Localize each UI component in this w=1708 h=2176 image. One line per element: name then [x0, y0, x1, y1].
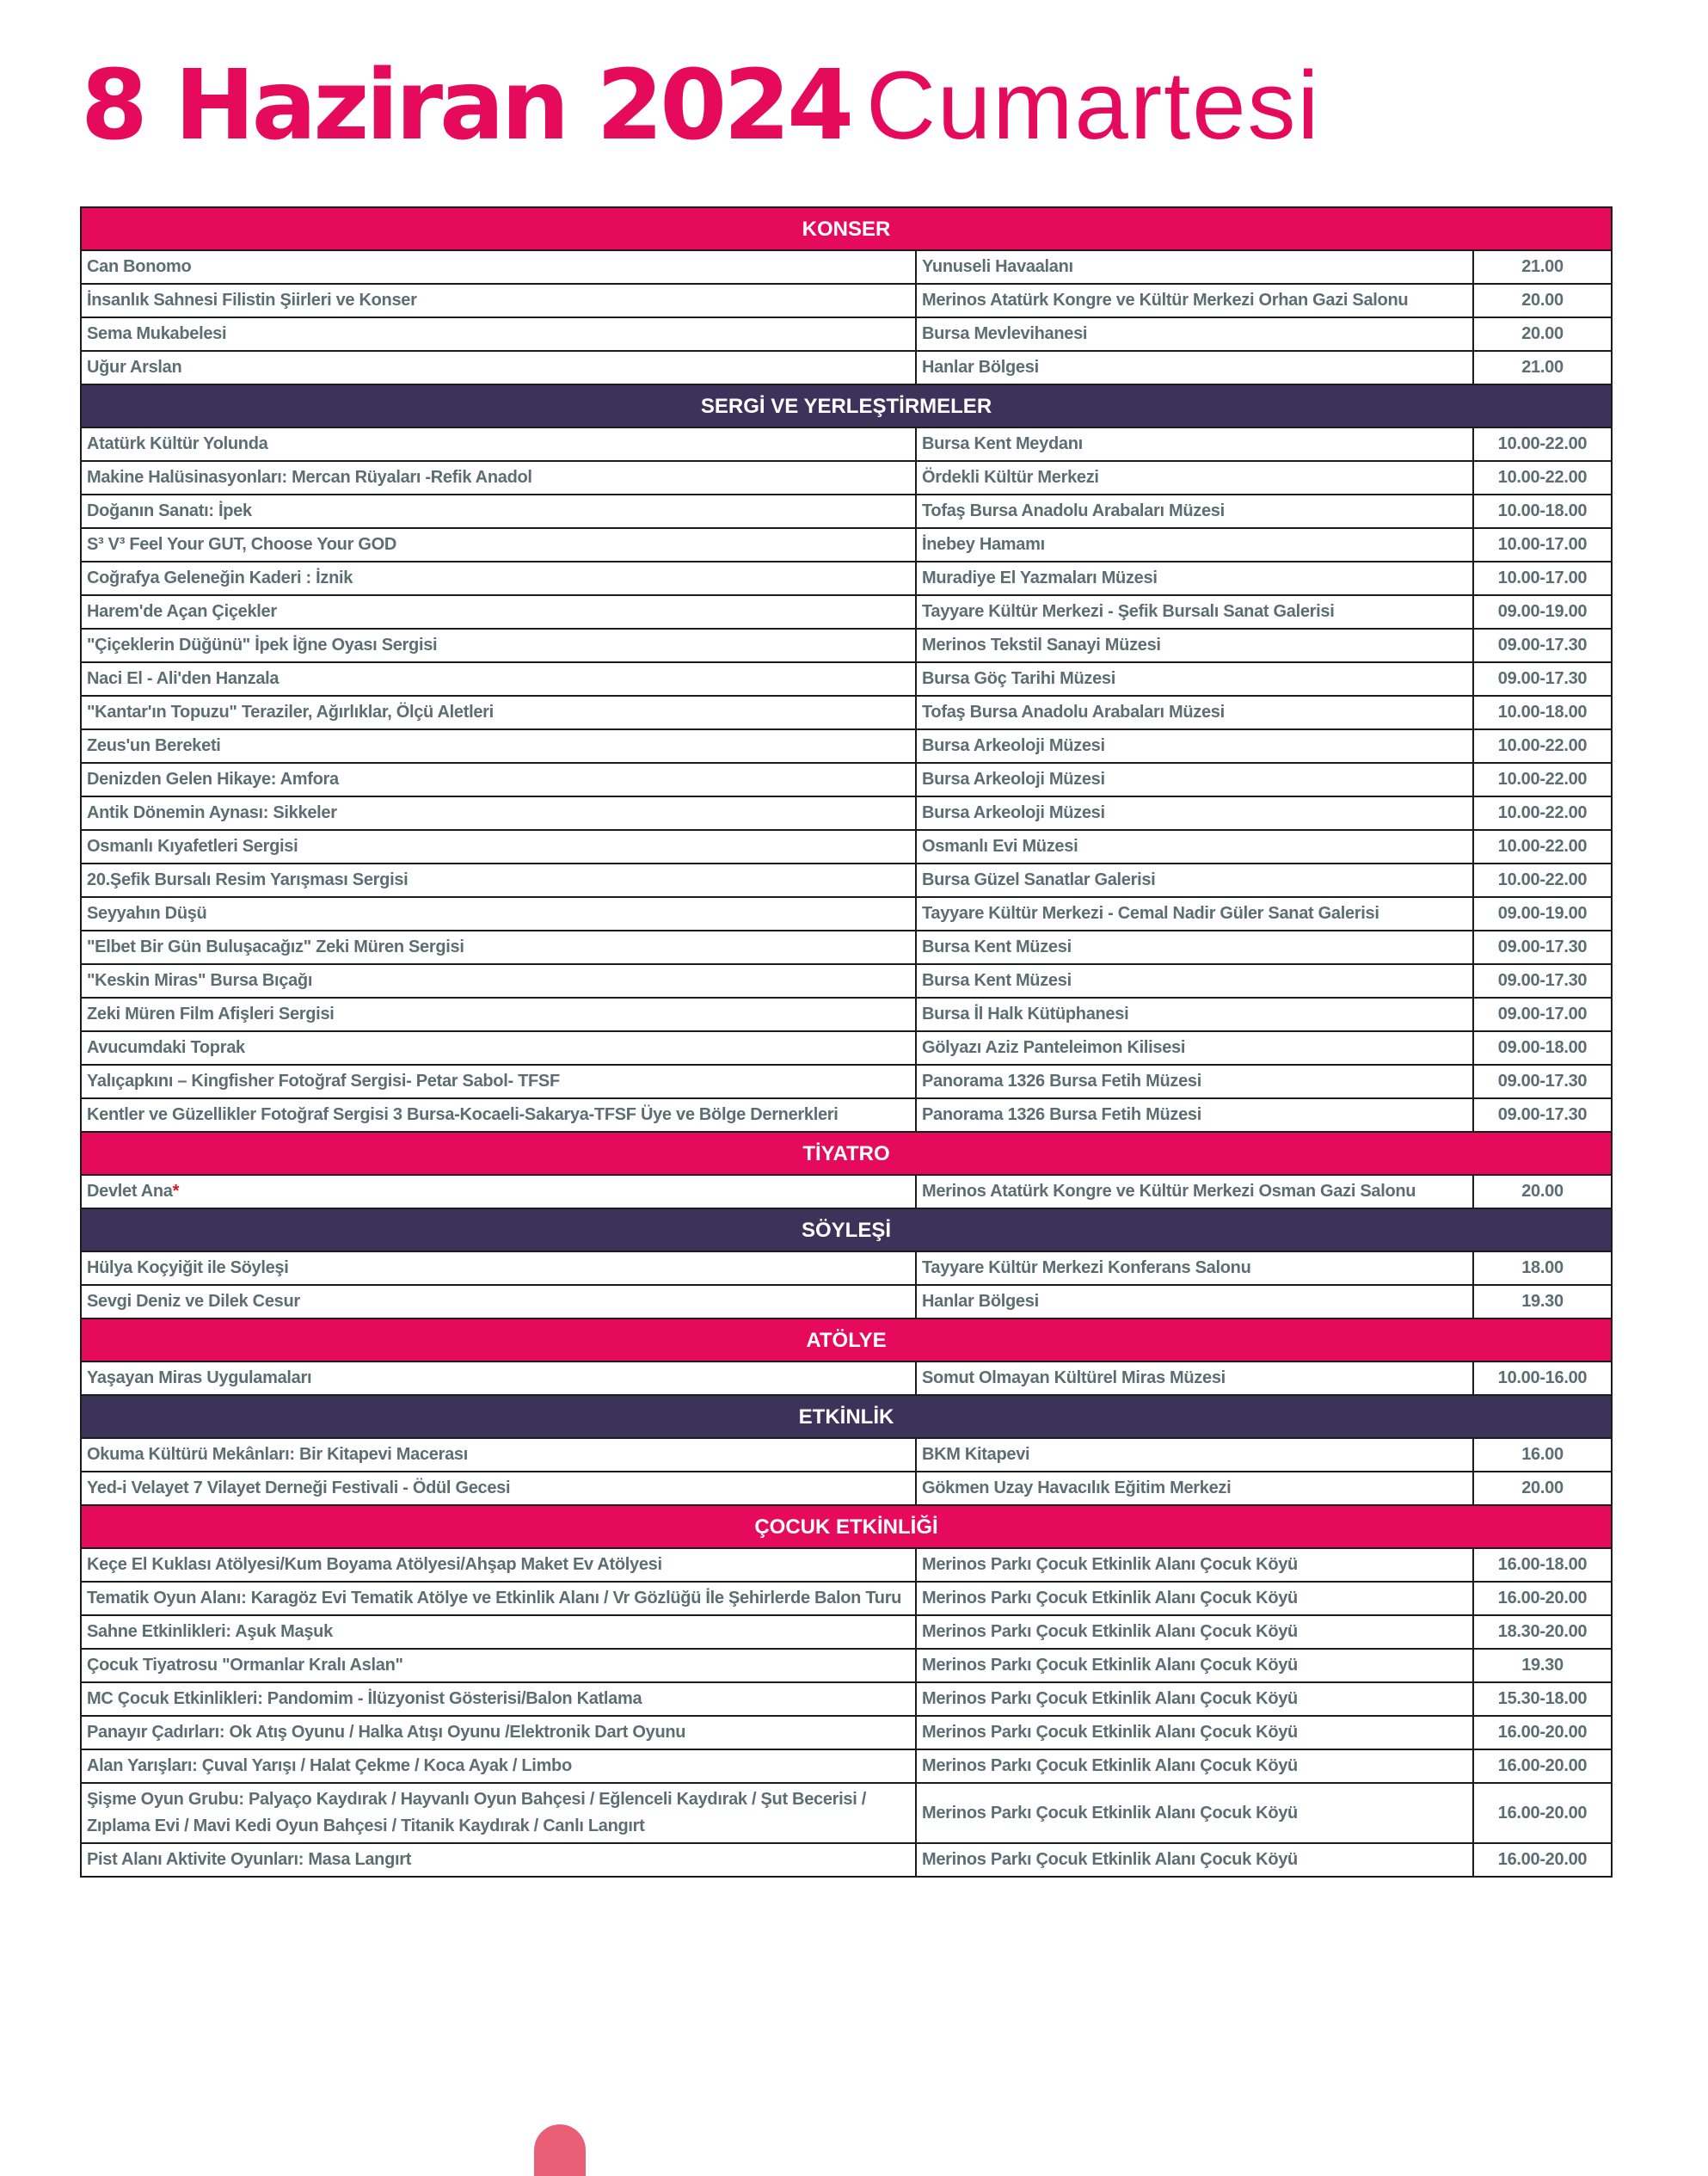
event-venue: Bursa Kent Meydanı — [916, 427, 1473, 461]
event-name-cell — [81, 763, 916, 796]
event-name-cell — [81, 1098, 916, 1132]
event-name: S³ V³ Feel Your GUT, Choose Your GOD — [87, 535, 396, 554]
event-venue: Tayyare Kültür Merkezi - Cemal Nadir Güler Sanat Galerisi — [916, 897, 1473, 931]
event-venue: Somut Olmayan Kültürel Miras Müzesi — [916, 1362, 1473, 1395]
event-name-cell — [81, 964, 916, 998]
event-name: Okuma Kültürü Mekânları: Bir Kitapevi Macerası — [87, 1445, 469, 1464]
event-venue: Merinos Atatürk Kongre ve Kültür Merkezi Orhan Gazi Salonu — [916, 284, 1473, 317]
schedule-body — [81, 207, 1612, 1877]
event-name-cell — [81, 250, 916, 284]
event-name-cell — [81, 998, 916, 1031]
event-time: 16.00-20.00 — [1473, 1582, 1612, 1615]
event-venue: Merinos Tekstil Sanayi Müzesi — [916, 629, 1473, 662]
event-name-cell — [81, 284, 916, 317]
event-name: Tematik Oyun Alanı: Karagöz Evi Tematik Atölye ve Etkinlik Alanı / Vr Gözlüğü İle Şehirlerde Balon Turu — [87, 1589, 902, 1607]
table-row — [81, 1251, 1612, 1285]
event-name-cell — [81, 1065, 916, 1098]
event-venue: Bursa Kent Müzesi — [916, 964, 1473, 998]
table-row — [81, 1843, 1612, 1877]
event-venue: Merinos Atatürk Kongre ve Kültür Merkezi Osman Gazi Salonu — [916, 1175, 1473, 1208]
table-row — [81, 595, 1612, 629]
event-name-cell — [81, 1749, 916, 1783]
event-time: 10.00-22.00 — [1473, 427, 1612, 461]
event-time: 21.00 — [1473, 351, 1612, 384]
event-venue: Tayyare Kültür Merkezi - Şefik Bursalı Sanat Galerisi — [916, 595, 1473, 629]
event-time: 16.00-20.00 — [1473, 1783, 1612, 1843]
page-title — [81, 50, 1320, 162]
event-name: "Keskin Miras" Bursa Bıçağı — [87, 971, 313, 990]
event-name-cell — [81, 351, 916, 384]
event-name: 20.Şefik Bursalı Resim Yarışması Sergisi — [87, 870, 409, 889]
section-title: ÇOCUK ETKİNLİĞİ — [81, 1505, 1612, 1548]
event-time: 15.30-18.00 — [1473, 1682, 1612, 1716]
event-name: Sahne Etkinlikleri: Aşuk Maşuk — [87, 1622, 333, 1641]
event-venue: Bursa Güzel Sanatlar Galerisi — [916, 864, 1473, 897]
event-name-cell — [81, 461, 916, 495]
event-schedule-table — [80, 206, 1613, 1878]
event-venue: Bursa Kent Müzesi — [916, 931, 1473, 964]
event-venue: Panorama 1326 Bursa Fetih Müzesi — [916, 1065, 1473, 1098]
event-name: Osmanlı Kıyafetleri Sergisi — [87, 837, 298, 856]
table-row — [81, 1582, 1612, 1615]
table-row — [81, 1065, 1612, 1098]
decorative-shape — [534, 2124, 586, 2176]
event-time: 10.00-17.00 — [1473, 562, 1612, 595]
event-name: Panayır Çadırları: Ok Atış Oyunu / Halka Atışı Oyunu /Elektronik Dart Oyunu — [87, 1723, 686, 1742]
event-venue: Ördekli Kültür Merkezi — [916, 461, 1473, 495]
event-name-cell — [81, 528, 916, 562]
event-name-cell — [81, 562, 916, 595]
table-row — [81, 1362, 1612, 1395]
table-row — [81, 662, 1612, 696]
event-time: 09.00-17.30 — [1473, 964, 1612, 998]
section-header — [81, 384, 1612, 427]
event-time: 10.00-22.00 — [1473, 729, 1612, 763]
event-time: 10.00-18.00 — [1473, 495, 1612, 528]
title-date: 8 Haziran 2024 — [81, 50, 851, 162]
event-time: 20.00 — [1473, 284, 1612, 317]
event-name: Uğur Arslan — [87, 358, 182, 377]
table-row — [81, 1716, 1612, 1749]
event-name-cell — [81, 1682, 916, 1716]
event-name: "Kantar'ın Topuzu" Teraziler, Ağırlıklar, Ölçü Aletleri — [87, 703, 494, 722]
table-row — [81, 1682, 1612, 1716]
event-time: 09.00-17.30 — [1473, 1065, 1612, 1098]
table-row — [81, 528, 1612, 562]
event-venue: Bursa İl Halk Kütüphanesi — [916, 998, 1473, 1031]
table-row — [81, 1649, 1612, 1682]
event-name: Naci El - Ali'den Hanzala — [87, 669, 280, 688]
event-name: Denizden Gelen Hikaye: Amfora — [87, 770, 339, 789]
event-time: 09.00-17.30 — [1473, 1098, 1612, 1132]
table-row — [81, 562, 1612, 595]
table-row — [81, 696, 1612, 729]
section-header — [81, 1319, 1612, 1362]
event-name-cell — [81, 662, 916, 696]
table-row — [81, 796, 1612, 830]
table-row — [81, 629, 1612, 662]
table-row — [81, 317, 1612, 351]
event-time: 09.00-17.30 — [1473, 629, 1612, 662]
table-row — [81, 1285, 1612, 1319]
event-time: 20.00 — [1473, 1472, 1612, 1505]
event-time: 09.00-19.00 — [1473, 897, 1612, 931]
event-venue: Merinos Parkı Çocuk Etkinlik Alanı Çocuk Köyü — [916, 1783, 1473, 1843]
event-name-cell — [81, 1285, 916, 1319]
event-name-cell — [81, 1362, 916, 1395]
event-time: 10.00-22.00 — [1473, 864, 1612, 897]
event-venue: Osmanlı Evi Müzesi — [916, 830, 1473, 864]
event-name-cell — [81, 931, 916, 964]
event-venue: Tayyare Kültür Merkezi Konferans Salonu — [916, 1251, 1473, 1285]
event-name: Keçe El Kuklası Atölyesi/Kum Boyama Atölyesi/Ahşap Maket Ev Atölyesi — [87, 1555, 662, 1574]
event-venue: Yunuseli Havaalanı — [916, 250, 1473, 284]
event-name-cell — [81, 1472, 916, 1505]
event-time: 16.00-20.00 — [1473, 1716, 1612, 1749]
event-name-cell — [81, 1438, 916, 1472]
section-title: TİYATRO — [81, 1132, 1612, 1175]
event-time: 16.00 — [1473, 1438, 1612, 1472]
event-time: 09.00-19.00 — [1473, 595, 1612, 629]
event-time: 19.30 — [1473, 1649, 1612, 1682]
event-name-cell — [81, 1843, 916, 1877]
event-name: Alan Yarışları: Çuval Yarışı / Halat Çekme / Koca Ayak / Limbo — [87, 1756, 572, 1775]
event-name: Antik Dönemin Aynası: Sikkeler — [87, 803, 337, 822]
event-name: Devlet Ana — [87, 1182, 173, 1201]
section-title: SERGİ VE YERLEŞTİRMELER — [81, 384, 1612, 427]
event-time: 10.00-22.00 — [1473, 461, 1612, 495]
section-header — [81, 1395, 1612, 1438]
event-name: Doğanın Sanatı: İpek — [87, 501, 252, 520]
section-header — [81, 1505, 1612, 1548]
event-venue: Bursa Göç Tarihi Müzesi — [916, 662, 1473, 696]
table-row — [81, 427, 1612, 461]
table-row — [81, 461, 1612, 495]
event-venue: Bursa Mevlevihanesi — [916, 317, 1473, 351]
event-name-cell — [81, 629, 916, 662]
section-header — [81, 1132, 1612, 1175]
event-name: Şişme Oyun Grubu: Palyaço Kaydırak / Hayvanlı Oyun Bahçesi / Eğlenceli Kaydırak / Şut Becerisi / Zıplama Evi / Mavi Kedi Oyun Bahçesi / Titanik Kaydırak / Canlı Langırt — [87, 1790, 867, 1835]
event-name-cell — [81, 897, 916, 931]
event-name: Atatürk Kültür Yolunda — [87, 434, 268, 453]
event-time: 16.00-20.00 — [1473, 1749, 1612, 1783]
event-name-cell — [81, 864, 916, 897]
event-time: 09.00-18.00 — [1473, 1031, 1612, 1065]
table-row — [81, 1548, 1612, 1582]
event-time: 10.00-22.00 — [1473, 830, 1612, 864]
section-title: KONSER — [81, 207, 1612, 250]
event-name: Zeus'un Bereketi — [87, 736, 221, 755]
event-venue: Tofaş Bursa Anadolu Arabaları Müzesi — [916, 696, 1473, 729]
table-row — [81, 1749, 1612, 1783]
table-row — [81, 1438, 1612, 1472]
event-venue: BKM Kitapevi — [916, 1438, 1473, 1472]
event-time: 20.00 — [1473, 1175, 1612, 1208]
event-venue: Merinos Parkı Çocuk Etkinlik Alanı Çocuk Köyü — [916, 1548, 1473, 1582]
event-name: Sema Mukabelesi — [87, 324, 227, 343]
event-name: Pist Alanı Aktivite Oyunları: Masa Langırt — [87, 1850, 412, 1869]
table-row — [81, 864, 1612, 897]
event-name-cell — [81, 1783, 916, 1843]
event-time: 10.00-16.00 — [1473, 1362, 1612, 1395]
event-name-cell — [81, 1031, 916, 1065]
event-venue: Tofaş Bursa Anadolu Arabaları Müzesi — [916, 495, 1473, 528]
event-venue: Merinos Parkı Çocuk Etkinlik Alanı Çocuk Köyü — [916, 1843, 1473, 1877]
event-venue: Bursa Arkeoloji Müzesi — [916, 763, 1473, 796]
event-venue: Merinos Parkı Çocuk Etkinlik Alanı Çocuk Köyü — [916, 1749, 1473, 1783]
section-title: ATÖLYE — [81, 1319, 1612, 1362]
event-time: 16.00-20.00 — [1473, 1843, 1612, 1877]
event-name: Zeki Müren Film Afişleri Sergisi — [87, 1005, 335, 1023]
event-name-cell — [81, 317, 916, 351]
table-row — [81, 1175, 1612, 1208]
event-venue: Gökmen Uzay Havacılık Eğitim Merkezi — [916, 1472, 1473, 1505]
event-time: 18.30-20.00 — [1473, 1615, 1612, 1649]
event-name: MC Çocuk Etkinlikleri: Pandomim - İlüzyonist Gösterisi/Balon Katlama — [87, 1689, 642, 1708]
event-name: Makine Halüsinasyonları: Mercan Rüyaları -Refik Anadol — [87, 468, 532, 487]
event-name-cell — [81, 1582, 916, 1615]
event-venue: Merinos Parkı Çocuk Etkinlik Alanı Çocuk Köyü — [916, 1682, 1473, 1716]
event-name: "Elbet Bir Gün Buluşacağız" Zeki Müren Sergisi — [87, 937, 464, 956]
section-title: SÖYLEŞİ — [81, 1208, 1612, 1251]
event-venue: Muradiye El Yazmaları Müzesi — [916, 562, 1473, 595]
section-title: ETKİNLİK — [81, 1395, 1612, 1438]
section-header — [81, 1208, 1612, 1251]
event-time: 09.00-17.00 — [1473, 998, 1612, 1031]
event-time: 10.00-17.00 — [1473, 528, 1612, 562]
event-venue: Panorama 1326 Bursa Fetih Müzesi — [916, 1098, 1473, 1132]
event-name: Coğrafya Geleneğin Kaderi : İznik — [87, 569, 353, 587]
event-time: 21.00 — [1473, 250, 1612, 284]
table-row — [81, 998, 1612, 1031]
table-row — [81, 1615, 1612, 1649]
event-venue: Gölyazı Aziz Panteleimon Kilisesi — [916, 1031, 1473, 1065]
event-time: 09.00-17.30 — [1473, 931, 1612, 964]
event-name: Yaşayan Miras Uygulamaları — [87, 1368, 312, 1387]
event-time: 10.00-18.00 — [1473, 696, 1612, 729]
event-name-cell — [81, 1548, 916, 1582]
table-row — [81, 763, 1612, 796]
event-name-cell — [81, 1716, 916, 1749]
table-row — [81, 1031, 1612, 1065]
event-name: İnsanlık Sahnesi Filistin Şiirleri ve Konser — [87, 291, 417, 310]
event-name: Kentler ve Güzellikler Fotoğraf Sergisi 3 Bursa-Kocaeli-Sakarya-TFSF Üye ve Bölge Dernerkleri — [87, 1105, 839, 1124]
event-venue: Merinos Parkı Çocuk Etkinlik Alanı Çocuk Köyü — [916, 1716, 1473, 1749]
event-name-cell — [81, 427, 916, 461]
table-row — [81, 250, 1612, 284]
event-time: 18.00 — [1473, 1251, 1612, 1285]
event-name: Çocuk Tiyatrosu "Ormanlar Kralı Aslan" — [87, 1656, 403, 1675]
event-name-cell — [81, 696, 916, 729]
table-row — [81, 964, 1612, 998]
table-row — [81, 284, 1612, 317]
event-time: 19.30 — [1473, 1285, 1612, 1319]
event-name: Sevgi Deniz ve Dilek Cesur — [87, 1292, 300, 1311]
event-name-cell — [81, 796, 916, 830]
event-name-cell — [81, 1649, 916, 1682]
event-time: 20.00 — [1473, 317, 1612, 351]
event-venue: Merinos Parkı Çocuk Etkinlik Alanı Çocuk Köyü — [916, 1615, 1473, 1649]
event-name: Can Bonomo — [87, 257, 192, 276]
section-header — [81, 207, 1612, 250]
event-venue: Merinos Parkı Çocuk Etkinlik Alanı Çocuk Köyü — [916, 1649, 1473, 1682]
event-venue: Merinos Parkı Çocuk Etkinlik Alanı Çocuk Köyü — [916, 1582, 1473, 1615]
event-name-cell — [81, 830, 916, 864]
table-row — [81, 897, 1612, 931]
table-row — [81, 1472, 1612, 1505]
table-row — [81, 351, 1612, 384]
event-name: Yed-i Velayet 7 Vilayet Derneği Festivali - Ödül Gecesi — [87, 1478, 511, 1497]
event-name-cell — [81, 1615, 916, 1649]
event-venue: İnebey Hamamı — [916, 528, 1473, 562]
event-name: Hülya Koçyiğit ile Söyleşi — [87, 1258, 289, 1277]
event-name-cell — [81, 729, 916, 763]
table-row — [81, 830, 1612, 864]
table-row — [81, 729, 1612, 763]
event-name: "Çiçeklerin Düğünü" İpek İğne Oyası Sergisi — [87, 636, 438, 655]
event-name: Yalıçapkını – Kingfisher Fotoğraf Sergisi- Petar Sabol- TFSF — [87, 1072, 560, 1091]
event-name: Avucumdaki Toprak — [87, 1038, 245, 1057]
asterisk-marker: * — [172, 1182, 180, 1201]
event-time: 10.00-22.00 — [1473, 763, 1612, 796]
event-time: 10.00-22.00 — [1473, 796, 1612, 830]
event-name: Seyyahın Düşü — [87, 904, 207, 923]
event-venue: Hanlar Bölgesi — [916, 1285, 1473, 1319]
event-name-cell — [81, 1251, 916, 1285]
event-name-cell — [81, 595, 916, 629]
table-row — [81, 1098, 1612, 1132]
event-time: 16.00-18.00 — [1473, 1548, 1612, 1582]
table-row — [81, 495, 1612, 528]
event-venue: Bursa Arkeoloji Müzesi — [916, 729, 1473, 763]
event-name: Harem'de Açan Çiçekler — [87, 602, 277, 621]
event-time: 09.00-17.30 — [1473, 662, 1612, 696]
title-weekday: Cumartesi — [866, 52, 1321, 159]
event-name-cell — [81, 1175, 916, 1208]
table-row — [81, 931, 1612, 964]
event-name-cell — [81, 495, 916, 528]
table-row — [81, 1783, 1612, 1843]
event-venue: Bursa Arkeoloji Müzesi — [916, 796, 1473, 830]
event-venue: Hanlar Bölgesi — [916, 351, 1473, 384]
